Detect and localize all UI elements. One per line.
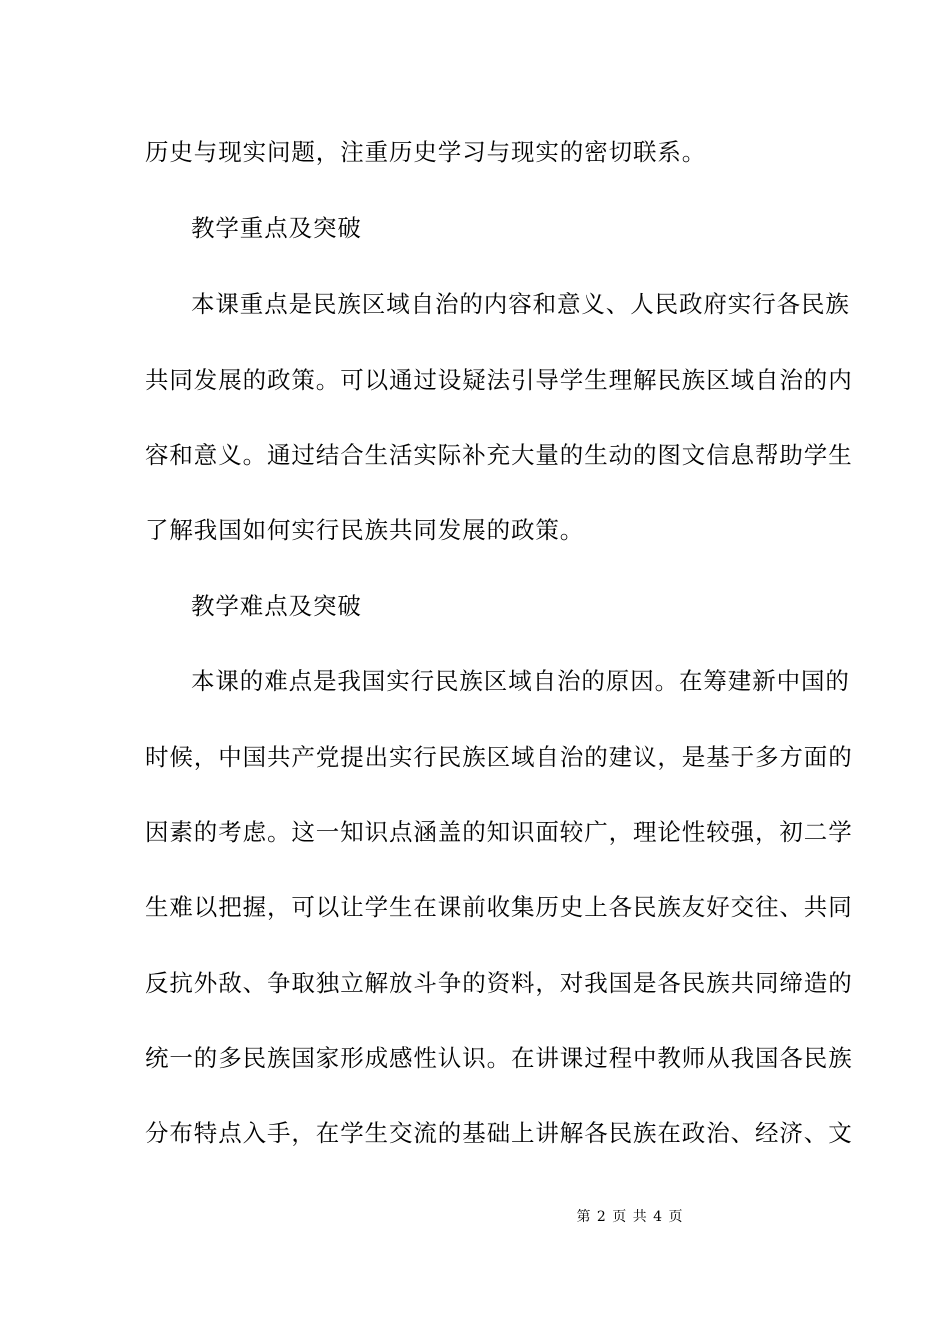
text-line: 本课的难点是我国实行民族区域自治的原因。在筹建新中国的 <box>191 667 850 695</box>
text-line: 分布特点入手，在学生交流的基础上讲解各民族在政治、经济、文 <box>145 1119 853 1147</box>
page-number-label: 第 2 页 共 4 页 <box>576 1209 684 1225</box>
section-heading-key-points: 教学重点及突破 <box>191 214 362 242</box>
text-line: 反抗外敌、争取独立解放斗争的资料，对我国是各民族共同缔造的 <box>145 969 853 997</box>
text-line: 了解我国如何实行民族共同发展的政策。 <box>145 516 585 544</box>
text-line: 统一的多民族国家形成感性认识。在讲课过程中教师从我国各民族 <box>145 1044 853 1072</box>
section-heading-difficulties: 教学难点及突破 <box>191 592 362 620</box>
text-line: 本课重点是民族区域自治的内容和意义、人民政府实行各民族 <box>191 290 850 318</box>
text-line: 生难以把握，可以让学生在课前收集历史上各民族友好交往、共同 <box>145 893 853 921</box>
text-line: 共同发展的政策。可以通过设疑法引导学生理解民族区域自治的内 <box>145 366 853 394</box>
text-line: 容和意义。通过结合生活实际补充大量的生动的图文信息帮助学生 <box>145 441 853 469</box>
text-line: 时候，中国共产党提出实行民族区域自治的建议，是基于多方面的 <box>145 743 853 771</box>
page-footer <box>0 1208 950 1226</box>
text-line: 历史与现实问题，注重历史学习与现实的密切联系。 <box>145 138 707 166</box>
text-line: 因素的考虑。这一知识点涵盖的知识面较广，理论性较强，初二学 <box>145 818 853 846</box>
